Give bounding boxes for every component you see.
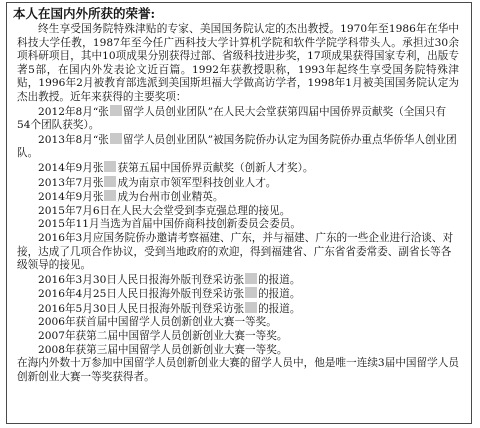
award-item: 2014年9月张 获第五届中国侨界贡献奖（创新人才奖）。 xyxy=(38,161,314,174)
document-page xyxy=(6,2,472,424)
redaction-mark xyxy=(104,176,116,187)
award-item: 2016年5月30日人民日报海外版刊登采访张 的报道。 xyxy=(38,302,301,315)
redaction-mark xyxy=(104,161,116,172)
redaction-mark xyxy=(110,105,122,116)
redaction-mark xyxy=(104,190,116,201)
redaction-mark xyxy=(110,133,122,144)
redaction-mark xyxy=(245,273,257,284)
document-title: 本人在国内外所获的荣誉: xyxy=(13,6,156,21)
award-item: 2016年3月应国务院侨办邀请考察福建、广东，并与福建、广东的一些企业进行洽谈、对接，达成了几项合作协议，受到当地政府的欢迎，得到福建省、广东省省委常委、副省长等各级领导的接见。 xyxy=(17,231,454,272)
redaction-mark xyxy=(245,302,257,313)
redaction-mark xyxy=(245,287,257,298)
award-item: 2008年获第三届中国留学人员创新创业大赛一等奖。 xyxy=(38,343,288,356)
award-item: 2007年获第二届中国留学人员创新创业大赛一等奖。 xyxy=(38,330,288,343)
award-item: 2014年9月张 成为台州市创业精英。 xyxy=(38,191,224,204)
award-item: 2013年8月“张 留学人员创业团队”被国务院侨办认定为国务院侨办重点华侨华人创业团队。 xyxy=(17,133,457,160)
document-body xyxy=(17,23,459,384)
award-item: 2016年4月25日人民日报海外版刊登采访张 的报道。 xyxy=(38,288,301,301)
award-item: 2015年11月当选为首届中国侨商科技创新委员会委员。 xyxy=(38,218,301,231)
award-item: 2012年8月“张 留学人员创业团队”在人民大会堂获第四届中国侨界贡献奖（全国只有54个团队获奖）。 xyxy=(17,105,447,132)
award-item: 2016年3月30日人民日报海外版刊登采访张 的报道。 xyxy=(38,273,301,286)
award-item: 2015年7月6日在人民大会堂受到李克强总理的接见。 xyxy=(38,204,291,217)
award-item: 2006年获首届中国留学人员创新创业大赛一等奖。 xyxy=(38,316,277,329)
closing-paragraph: 在海内外数十万参加中国留学人员创新创业大赛的留学人员中，他是唯一连续3届中国留学人员创新创业大赛一等奖获得者。 xyxy=(17,357,459,383)
intro-paragraph: 终生享受国务院特殊津贴的专家、美国国务院认定的杰出教授。1970年至1986年在华中科技大学任教，1987年至今任广西科技大学计算机学院和软件学院学科带头人。承担过30余项科研项目，其中10项成果分别获得过部、省级科技进步奖，17项成果获得国家专利，出版专著5部，在国内外发表论文近百篇。1992年获教授职称，1993年起终生享受国务院特殊津贴，1996年2月被教育部选派到美国斯坦福大学做高访学者，1998年1月被美国国务院认定为杰出教授。近年来获得的主要奖项： xyxy=(17,23,459,103)
award-item: 2013年7月张 成为南京市领军型科技创业人才。 xyxy=(38,176,277,189)
